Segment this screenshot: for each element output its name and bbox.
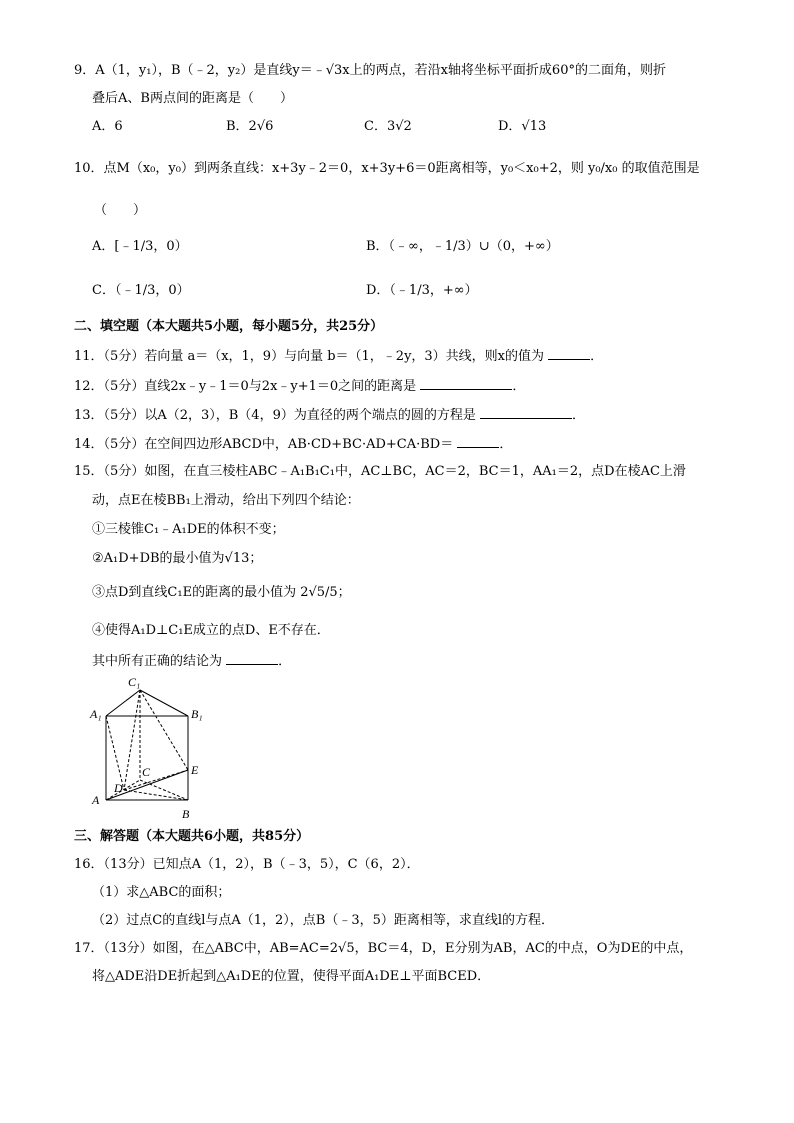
q10-option-b: B．（﹣∞，﹣1/3）∪（0，+∞） bbox=[366, 239, 559, 254]
q15-ask-text: 其中所有正确的结论为 bbox=[92, 654, 223, 669]
q15-conclusion-2: ②A₁D+DB的最小值为√13； bbox=[92, 551, 263, 566]
q10-option-a: A．[﹣1/3，0） bbox=[92, 239, 188, 254]
q13-answer-blank bbox=[480, 405, 572, 419]
label-a1: A₁ bbox=[90, 707, 102, 721]
q14-answer-blank bbox=[457, 434, 499, 448]
segment-c1-e bbox=[140, 690, 188, 770]
q15-answer-blank bbox=[226, 651, 278, 665]
q10-line2: （ ） bbox=[94, 203, 147, 218]
q11-text: 11．（5分）若向量 a＝（x，1，9）与向量 b＝（1，﹣2y，3）共线，则x的值为 ． bbox=[74, 346, 603, 366]
q14-stem: 14．（5分）在空间四边形ABCD中，AB·CD+BC·AD+CA·BD＝ bbox=[74, 437, 454, 452]
q15-conclusion-4: ④使得A₁D⊥C₁E成立的点D、E不存在． bbox=[92, 623, 330, 638]
q15-line2: 动，点E在棱BB₁上滑动，给出下列四个结论： bbox=[92, 493, 360, 508]
q10-option-c: C．（﹣1/3，0） bbox=[92, 283, 190, 298]
q9-line1: 9．A（1，y₁），B（﹣2，y₂）是直线y＝﹣√3x上的两点，若沿x轴将坐标平面折成60°的二面角，则折 bbox=[74, 63, 666, 78]
prism-figure bbox=[84, 672, 214, 822]
q11-stem: 11．（5分）若向量 a＝（x，1，9）与向量 b＝（1，﹣2y，3）共线，则x的值为 bbox=[74, 349, 545, 364]
q17-line1: 17．（13分）如图，在△ABC中，AB=AC=2√5，BC＝4，D，E分别为AB，AC的中点，O为DE的中点， bbox=[74, 941, 693, 956]
label-b1: B₁ bbox=[191, 707, 203, 721]
q12-text: 12．（5分）直线2x﹣y﹣1＝0与2x﹣y+1＝0之间的距离是 ． bbox=[74, 376, 525, 396]
q13-stem: 13．（5分）以A（2，3），B（4，9）为直径的两个端点的圆的方程是 bbox=[74, 408, 476, 423]
label-d: D bbox=[114, 781, 123, 795]
q9-option-b: B．2√6 bbox=[226, 119, 274, 134]
q9-line2: 叠后A、B两点间的距离是（ ） bbox=[92, 91, 293, 106]
q11-answer-blank bbox=[548, 346, 590, 360]
label-c: C bbox=[142, 765, 151, 779]
segment-d-b bbox=[124, 790, 188, 800]
q12-stem: 12．（5分）直线2x﹣y﹣1＝0与2x﹣y+1＝0之间的距离是 bbox=[74, 379, 417, 394]
q15-conclusion-1: ①三棱锥C₁﹣A₁DE的体积不变； bbox=[92, 522, 285, 537]
section-fill-in-title: 二、填空题（本大题共5小题，每小题5分，共25分） bbox=[74, 319, 384, 334]
q15-conclusion-3: ③点D到直线C₁E的距离的最小值为 2√5/5； bbox=[92, 585, 351, 600]
q16-line1: 16．（13分）已知点A（1，2），B（﹣3，5），C（6，2）． bbox=[74, 857, 420, 872]
edge-c-b bbox=[140, 780, 188, 800]
section-solve-title: 三、解答题（本大题共6小题，共85分） bbox=[74, 829, 310, 844]
edge-c1-b1 bbox=[140, 690, 188, 716]
q9-option-c: C．3√2 bbox=[364, 119, 412, 134]
edge-a1-c1 bbox=[106, 690, 140, 716]
q16-sub1: （1）求△ABC的面积； bbox=[92, 885, 231, 900]
label-c1: C₁ bbox=[128, 675, 141, 689]
q14-text: 14．（5分）在空间四边形ABCD中，AB·CD+BC·AD+CA·BD＝ ． bbox=[74, 434, 512, 454]
q15-line1: 15．（5分）如图，在直三棱柱ABC﹣A₁B₁C₁中，AC⊥BC，AC＝2，BC＝1，AA₁＝2，点D在棱AC上滑 bbox=[74, 464, 686, 479]
q10-line1: 10．点M（x₀，y₀）到两条直线：x+3y﹣2＝0，x+3y+6＝0距离相等，y₀＜x₀+2，则 y₀/x₀ 的取值范围是 bbox=[74, 161, 700, 176]
label-b: B bbox=[182, 807, 190, 821]
q10-option-d: D．（﹣1/3，+∞） bbox=[366, 283, 478, 298]
q12-answer-blank bbox=[420, 376, 512, 390]
q9-option-a: A．6 bbox=[92, 119, 123, 134]
label-a: A bbox=[92, 793, 100, 807]
q15-ask: 其中所有正确的结论为 ． bbox=[92, 651, 291, 671]
q16-sub2: （2）过点C的直线l与点A（1，2），点B（﹣3，5）距离相等，求直线l的方程． bbox=[92, 913, 555, 928]
q17-line2: 将△ADE沿DE折起到△A₁DE的位置，使得平面A₁DE⊥平面BCED． bbox=[92, 969, 491, 984]
label-e: E bbox=[191, 763, 199, 777]
edge-a-c bbox=[106, 780, 140, 800]
segment-c1-d bbox=[124, 690, 140, 790]
q13-text: 13．（5分）以A（2，3），B（4，9）为直径的两个端点的圆的方程是 ． bbox=[74, 405, 585, 425]
segment-a1-d bbox=[106, 716, 124, 790]
q9-option-d: D．√13 bbox=[498, 119, 547, 134]
